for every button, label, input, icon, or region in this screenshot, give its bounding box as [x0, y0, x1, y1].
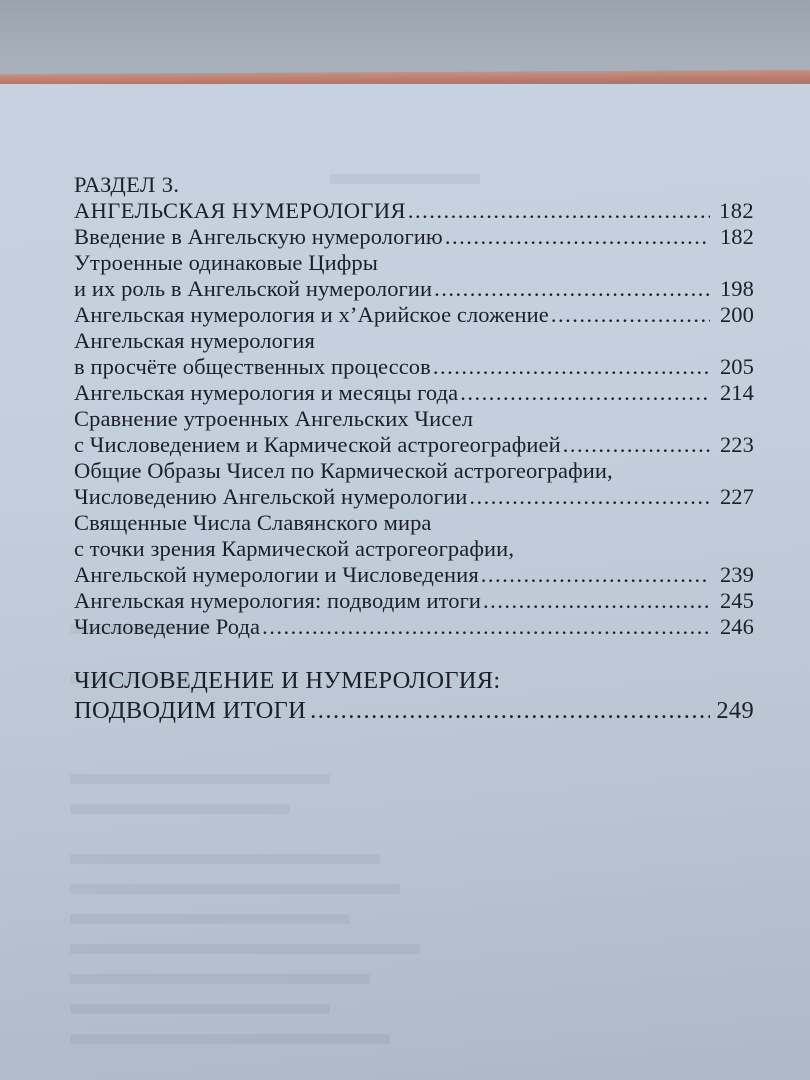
page-number: 239 — [719, 562, 754, 587]
toc-entry-line — [74, 380, 754, 406]
toc-entry-line — [74, 224, 754, 250]
toc-entry-title: Числоведению Ангельской нумерологии — [74, 484, 468, 509]
toc-entry-title: Ангельская нумерология — [74, 328, 315, 353]
leader-dots — [310, 696, 710, 726]
toc-entry-title: Введение в Ангельскую нумерологию — [74, 224, 443, 249]
toc-entry — [74, 224, 754, 250]
toc-entry-line — [74, 536, 754, 562]
leader-dots — [262, 614, 710, 640]
toc-entry-line — [74, 562, 754, 588]
section-title: АНГЕЛЬСКАЯ НУМЕРОЛОГИЯ — [74, 198, 406, 223]
toc-entry-title: Ангельская нумерология: подводим итоги — [74, 588, 482, 613]
toc-entry — [74, 588, 754, 614]
toc-entry-line — [74, 484, 754, 510]
toc-entry-line — [74, 588, 754, 614]
toc-entry-line — [74, 696, 754, 726]
leader-dots — [460, 380, 710, 406]
leader-dots — [483, 588, 710, 614]
leader-dots — [445, 224, 710, 250]
page-number: 198 — [719, 276, 754, 301]
toc-entry — [74, 328, 754, 380]
toc-entry-title: ПОДВОДИМ ИТОГИ — [74, 697, 307, 724]
toc-entry-title: ЧИСЛОВЕДЕНИЕ И НУМЕРОЛОГИЯ: — [74, 667, 501, 694]
spacer — [74, 640, 754, 666]
leader-dots — [563, 432, 710, 458]
page-number: 223 — [719, 432, 754, 457]
toc-entry — [74, 510, 754, 588]
toc-entry — [74, 380, 754, 406]
toc-entry-title: Общие Образы Чисел по Кармической астрогеографии, — [74, 458, 613, 483]
leader-dots — [551, 302, 710, 328]
toc-entry-line — [74, 354, 754, 380]
leader-dots — [433, 354, 710, 380]
toc-entry-line — [74, 432, 754, 458]
leader-dots — [469, 484, 710, 510]
page-number: 182 — [719, 198, 754, 223]
page-number: 182 — [719, 224, 754, 249]
section-title-row — [74, 198, 754, 224]
toc-entry-line — [74, 250, 754, 276]
page-number: 200 — [719, 302, 754, 327]
toc-entry-title: Ангельской нумерологии и Числоведения — [74, 562, 479, 587]
toc-entry — [74, 406, 754, 458]
toc-entry-title: Священные Числа Славянского мира — [74, 510, 432, 535]
leader-dots — [481, 562, 710, 588]
page-number: 214 — [719, 380, 754, 405]
page-number: 249 — [716, 697, 754, 724]
toc-entry-title: в просчёте общественных процессов — [74, 354, 431, 379]
toc-entry-title: Сравнение утроенных Ангельских Чисел — [74, 406, 474, 431]
leader-dots — [408, 198, 710, 224]
toc-entry-line — [74, 614, 754, 640]
toc-entry — [74, 614, 754, 640]
table-of-contents — [74, 172, 754, 726]
toc-entry-title: Утроенные одинаковые Цифры — [74, 250, 378, 275]
toc-entry-line — [74, 406, 754, 432]
book-page — [0, 84, 810, 1080]
toc-entry-title: Ангельская нумерология и месяцы года — [74, 380, 459, 405]
page-number: 227 — [719, 484, 754, 509]
toc-entry-line — [74, 458, 754, 484]
toc-entry-title: Ангельская нумерология и х’Арийское сложение — [74, 302, 549, 327]
toc-entry-title: Числоведение Рода — [74, 614, 261, 639]
toc-entries — [74, 224, 754, 640]
toc-entry-title: с Числоведением и Кармической астрогеографией — [74, 432, 561, 457]
page-number: 205 — [719, 354, 754, 379]
toc-entry-title: с точки зрения Кармической астрогеографии, — [74, 536, 515, 561]
page-number: 246 — [719, 614, 754, 639]
leader-dots — [434, 276, 710, 302]
toc-entry-line — [74, 328, 754, 354]
final-entry — [74, 666, 754, 726]
toc-entry — [74, 302, 754, 328]
toc-entry — [74, 250, 754, 302]
toc-entry-line — [74, 666, 754, 696]
section-label: РАЗДЕЛ 3. — [74, 172, 180, 197]
toc-entry-title: и их роль в Ангельской нумерологии — [74, 276, 433, 301]
toc-entry-line — [74, 302, 754, 328]
toc-entry-line — [74, 276, 754, 302]
toc-entry-line — [74, 510, 754, 536]
page-number: 245 — [719, 588, 754, 613]
toc-entry — [74, 458, 754, 510]
